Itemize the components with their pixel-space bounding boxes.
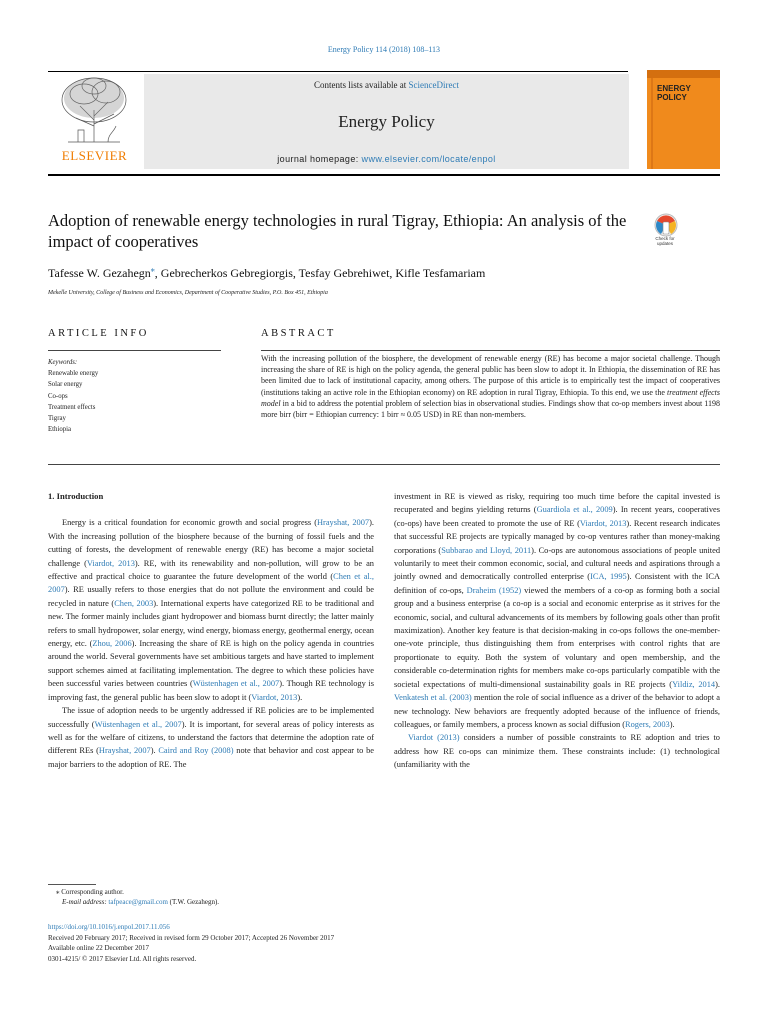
cover-title-line-2: POLICY: [657, 93, 687, 102]
cover-title-line-1: ENERGY: [657, 84, 691, 93]
badge-line-1: Check for: [655, 236, 675, 241]
citation-link[interactable]: Caird and Roy (2008): [158, 746, 234, 756]
paragraph: [394, 731, 720, 771]
keywords-label: Keywords:: [48, 359, 78, 366]
abstract-end-rule: [48, 464, 720, 465]
paragraph-text: ).: [715, 679, 720, 689]
paragraph-text: ). International experts have categorized RE to be traditional and new. The former mainly includes giant hydropower and biomass burnt directly; the latter mainly refers to small hydropower, solar energy, wind energy, biomass energy, geothermal energy, ocean energy, etc. (: [48, 598, 374, 649]
paragraph-text: ). Consistent with the ICA definition of co-ops,: [394, 572, 720, 595]
paragraph-text: note that behavior and cost appear to be major barriers to the adoption of RE. The: [48, 746, 374, 769]
abstract-italic: treatment effects model: [261, 387, 721, 408]
abstract-part-2: in a bid to address the potential problem of selection bias in observational studies. Findings show that co-op members invest about 1198 more birr (birr = Ethiopian currency: 1 birr ≈ 0.05 USD) in RE than non-members.: [261, 398, 720, 420]
paragraph-text: ). RE usually refers to those energies that do not pollute the environment and could be recycled in nature (: [48, 585, 374, 608]
paragraph-text: considers a number of possible constraints to RE adoption and tries to address how RE co-ops can minimize them. These constraints include: (1) technological (unfamiliarity with the: [394, 733, 720, 770]
homepage-prefix: journal homepage:: [277, 154, 362, 164]
badge-line-2: updates: [656, 241, 673, 246]
paragraph-text: ).: [297, 692, 303, 702]
paragraph-text: mention the role of social influence as a driver of the behavior to adopt a new technology. New behaviors are frequently adopted because of the influence of friends, colleagues, or family members, a process known as social diffusion (: [394, 693, 721, 729]
paragraph-text: ).: [669, 719, 675, 729]
elsevier-tree-icon: [48, 70, 141, 148]
email-label: E-mail address:: [62, 898, 109, 906]
paragraph-text: investment in RE is viewed as risky, requiring too much time before the capital invested is recuperated and begins yielding returns (: [394, 492, 720, 515]
email-suffix: (T.W. Gezahegn).: [167, 898, 220, 906]
homepage-link[interactable]: www.elsevier.com/locate/enpol: [361, 154, 496, 164]
citation-link[interactable]: Yildiz, 2014: [672, 679, 716, 689]
paragraph-text: ).: [150, 746, 159, 756]
received-dates: Received 20 February 2017; Received in revised form 29 October 2017; Accepted 26 November 2017: [48, 933, 335, 942]
abstract-heading: ABSTRACT: [261, 328, 336, 339]
publication-info: [48, 922, 334, 964]
elsevier-logo[interactable]: [48, 70, 141, 170]
article-title: Adoption of renewable energy technologies in rural Tigray, Ethiopia: An analysis of the impact of cooperatives: [48, 211, 627, 251]
citation-link[interactable]: Viardot (2013): [408, 733, 460, 743]
journal-cover[interactable]: [647, 70, 720, 169]
doi-link[interactable]: https://doi.org/10.1016/j.enpol.2017.11.056: [48, 923, 170, 931]
contents-line: [144, 80, 629, 90]
paragraph: [48, 704, 374, 771]
paragraph-text: The issue of adoption needs to be urgently addressed if RE policies are to be implemented successfully (: [48, 706, 374, 729]
paragraph-text: viewed the members of a co-op as forming both a social group and a business enterprise (a co-op is a social and economic enterprise as it strives for the economic, social, and cultural advancements of its members by following goals other than profit maximization). Another key feature is that decision-making in co-ops follows the one-member-one-vote principle, thus distinguishing them from enterprises with control rights that are proportionate to equity. Both the system of voluntary and open membership, and the considerable co-determination rights for members make co-ops particularly compatible with the societal expectations of multi-dimensional sustainability goals in RE projects (: [394, 585, 720, 689]
journal-header: [48, 70, 720, 170]
citation-link[interactable]: Guardiola et al., 2009: [536, 505, 613, 515]
corresponding-author-note: ⁎ Corresponding author.: [56, 888, 124, 896]
citation-link[interactable]: Chen, 2003: [114, 598, 154, 608]
keyword-item: Co-ops: [48, 392, 68, 400]
journal-name: Energy Policy: [338, 112, 435, 131]
paragraph-text: ). RE, with its renewability and non-pollution, will grow to be an effective and practical choice to guarantee the future development of the world (: [48, 558, 374, 582]
citation-link[interactable]: ICA, 1995: [590, 572, 627, 582]
keyword-item: Tigray: [48, 415, 66, 423]
sciencedirect-link[interactable]: ScienceDirect: [408, 80, 459, 90]
email-line: [48, 897, 219, 907]
homepage-line: [144, 154, 629, 164]
paragraph-text: ). Recent research indicates that successful RE projects are typically managed by co-op ventures rather than money-making corporations (: [394, 518, 720, 555]
email-link[interactable]: tafpeace@gmail.com: [108, 898, 168, 906]
citation-link[interactable]: Wüstenhagen et al., 2007: [94, 719, 182, 729]
keyword-item: Ethiopia: [48, 426, 72, 434]
journal-citation[interactable]: Energy Policy 114 (2018) 108–113: [327, 45, 441, 54]
citation-link[interactable]: Draheim (1952): [466, 585, 522, 595]
body-column-right: [394, 490, 720, 772]
citation-link[interactable]: Viardot, 2013: [579, 518, 627, 528]
affiliation: Mekelle University, College of Business and Economics, Department of Cooperative Studies, P.O. Box 451, Ethiopia: [48, 290, 328, 296]
header-rule-bottom: [48, 174, 720, 176]
citation-link[interactable]: Subbarao and Lloyd, 2011: [441, 545, 532, 555]
paragraph-text: ). It is important, for several areas of policy interests as well as for the welfare of citizens, to understand the factors that determine the adoption rate of different REs (: [48, 719, 374, 756]
authors-rest: , Gebrecherkos Gebregiorgis, Tesfay Gebrehiwet, Kifle Tesfamariam: [154, 266, 486, 280]
citation-link[interactable]: Wüstenhagen et al., 2007: [192, 679, 280, 689]
author-1: Tafesse W. Gezahegn: [48, 266, 151, 280]
check-for-updates-label: [640, 236, 690, 246]
paragraph-text: ). Co-ops are autonomous associations of people united voluntarily to meet their common economic, social, and cultural needs and aspirations through a jointly owned and democratically controlled enterprise (: [394, 545, 721, 582]
paragraph-text: ). Increasing the share of RE is high on the policy agenda in countries around the world. Several governments have set ambitious targets and have started to implement support schemes aimed at facilitating implementation. The degree to which these policies have been successful varies between countries (: [48, 639, 374, 689]
paragraph-text: ). With the increasing pollution of the biosphere because of the burning of fossil fuels and the cutting of forests, the development of renewable energy (RE) has become a major societal challenge (: [48, 518, 374, 568]
citation-link[interactable]: Chen et al., 2007: [48, 572, 374, 595]
section-heading-introduction: 1. Introduction: [48, 491, 104, 501]
citation-link[interactable]: Hrayshat, 2007: [317, 518, 370, 528]
check-for-updates-icon[interactable]: [647, 212, 685, 252]
citation-link[interactable]: Rogers, 2003: [625, 719, 670, 729]
keywords-block: [48, 357, 98, 435]
footnote-rule: [48, 884, 96, 885]
publisher-name: ELSEVIER: [61, 148, 128, 163]
paragraph: [48, 516, 374, 704]
available-online: Available online 22 December 2017: [48, 944, 149, 953]
abstract-text: [261, 353, 720, 420]
body-column-left: [48, 490, 374, 771]
abstract-part-1: With the increasing pollution of the biosphere, the development of renewable energy (RE) has become a major societal challenge. Though increasing the share of RE is high on the policy agenda, the general public has been slow to adopt it. In Ethiopia, the dissemination of RE has been limited due to lack of institutional capacity, among others. The purpose of this article is to empirically test the impact of cooperatives (institutions taking an active role in the Ethiopian economy) on RE adoption in rural Tigray, Ethiopia. To this end, we use the: [261, 354, 720, 397]
contents-prefix: Contents lists available at: [314, 80, 409, 90]
author-list: [48, 265, 668, 281]
article-info-rule: [48, 350, 221, 351]
abstract-rule: [261, 350, 720, 351]
article-info-heading: ARTICLE INFO: [48, 328, 149, 339]
paragraph-text: ). In recent years, cooperatives (co-ops) have been created to promote the use of RE (: [394, 505, 720, 528]
citation-link[interactable]: Zhou, 2006: [92, 639, 132, 649]
citation-link[interactable]: Viardot, 2013: [251, 692, 298, 702]
citation-link[interactable]: Venkatesh et al. (2003): [394, 693, 472, 703]
citation-link[interactable]: Viardot, 2013: [86, 558, 135, 568]
footnotes: [48, 887, 219, 907]
corresponding-author-mark[interactable]: ⁎: [150, 265, 155, 274]
paragraph-text: Energy is a critical foundation for economic growth and social progress (: [62, 518, 317, 528]
keyword-item: Solar energy: [48, 381, 83, 389]
keyword-item: Treatment effects: [48, 403, 96, 411]
paragraph: [394, 490, 720, 731]
journal-banner: [144, 74, 629, 169]
copyright: 0301-4215/ © 2017 Elsevier Ltd. All rights reserved.: [48, 954, 197, 963]
keyword-item: Renewable energy: [48, 370, 99, 378]
citation-link[interactable]: Hrayshat, 2007: [98, 746, 151, 756]
cover-graphic-icon: [647, 70, 720, 169]
paragraph-text: ). Though RE technology is improving fast, the general public has been slow to adopt it (: [48, 679, 374, 702]
